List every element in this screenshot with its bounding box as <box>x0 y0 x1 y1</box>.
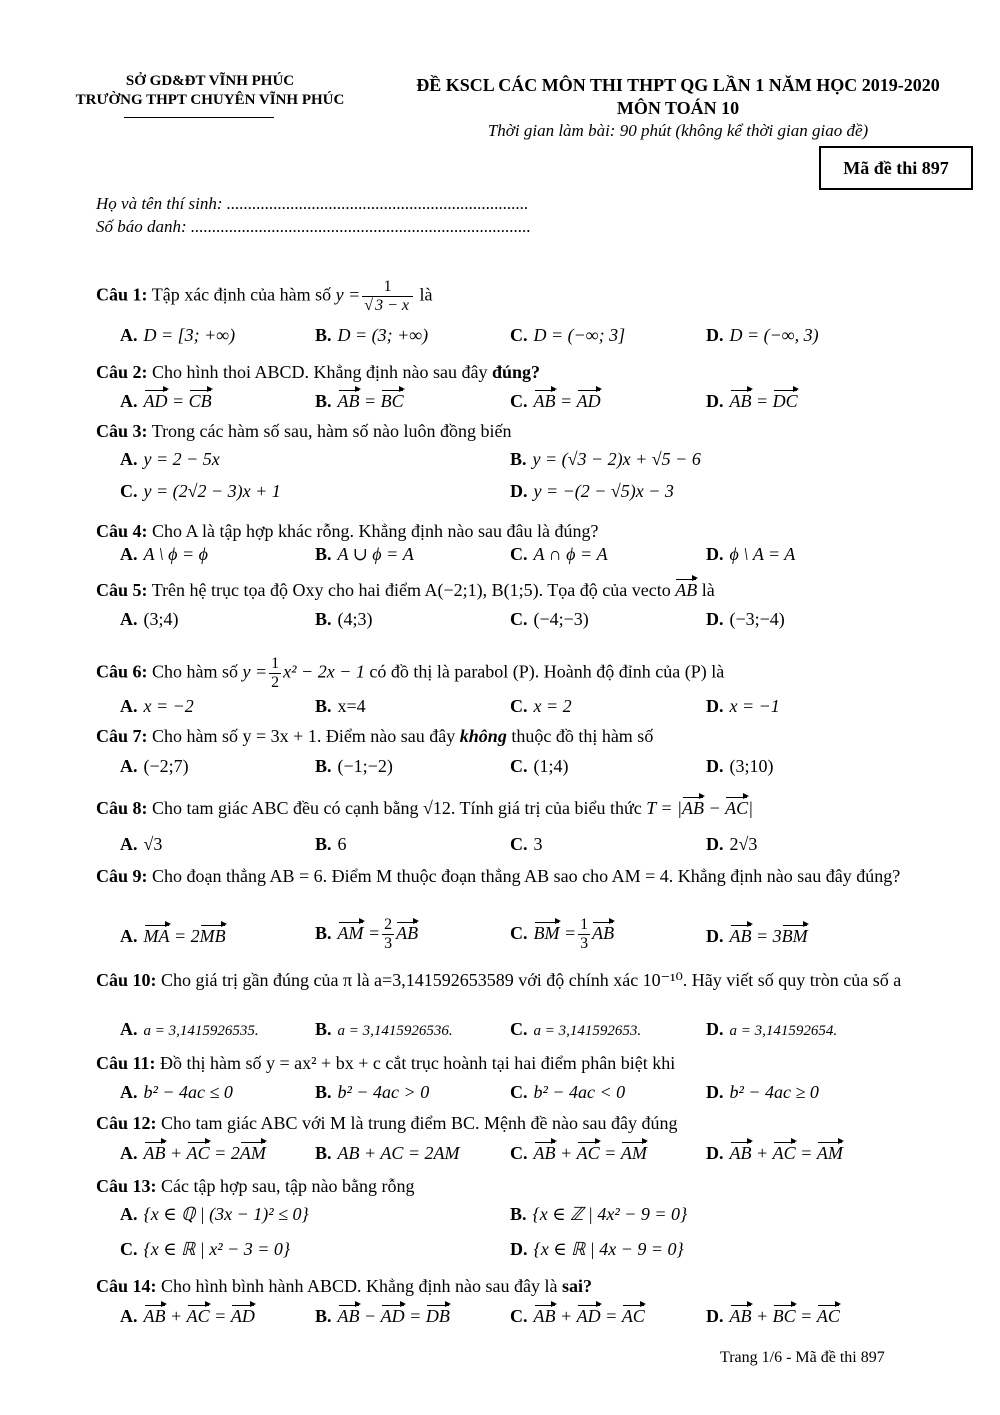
option-10d[interactable]: D. a = 3,141592654. <box>706 1019 838 1039</box>
option-10b[interactable]: B. a = 3,1415926536. <box>315 1019 453 1039</box>
exam-title: ĐỀ KSCL CÁC MÔN THI THPT QG LẦN 1 NĂM HỌC 2019-2020 <box>416 75 940 95</box>
option-13b[interactable]: B. {x ∈ ℤ | 4x² − 9 = 0} <box>510 1204 688 1224</box>
page-footer: Trang 1/6 - Mã đề thi 897 <box>720 1349 885 1366</box>
student-id-field: Số báo danh: ................................................................................ <box>96 217 531 236</box>
option-10a[interactable]: A. a = 3,1415926535. <box>120 1019 259 1039</box>
option-3b[interactable]: B. y = (√3 − 2)x + √5 − 6 <box>510 449 701 469</box>
option-12a[interactable]: A. AB + AC = 2AM <box>120 1143 266 1163</box>
option-14a[interactable]: A. AB + AC = AD <box>120 1306 255 1326</box>
option-5b[interactable]: B. (4;3) <box>315 609 373 629</box>
option-2d[interactable]: D. AB = DC <box>706 391 798 411</box>
option-11b[interactable]: B. b² − 4ac > 0 <box>315 1082 430 1102</box>
question-12: Câu 12: Cho tam giác ABC với M là trung điểm BC. Mệnh đề nào sau đây đúng <box>96 1113 678 1133</box>
header-divider <box>124 117 274 118</box>
question-11: Câu 11: Đồ thị hàm số y = ax² + bx + c cắt trục hoành tại hai điểm phân biệt khi <box>96 1053 676 1073</box>
option-11a[interactable]: A. b² − 4ac ≤ 0 <box>120 1082 233 1102</box>
question-13: Câu 13: Các tập hợp sau, tập nào bằng rỗng <box>96 1176 415 1196</box>
fraction: $\frac{2}{3}$ <box>384 916 393 952</box>
question-14: Câu 14: Cho hình bình hành ABCD. Khẳng định nào sau đây là sai? <box>96 1276 592 1296</box>
option-1d[interactable]: D. D = (−∞, 3) <box>706 325 819 345</box>
fraction: $\frac{1}{3}$ <box>580 916 589 952</box>
option-7b[interactable]: B. (−1;−2) <box>315 756 393 776</box>
question-8: Câu 8: Cho tam giác ABC đều có cạnh bằng √12. Tính giá trị của biểu thức T = |AB − AC| <box>96 798 754 818</box>
option-4b[interactable]: B. A ∪ ϕ = A <box>315 544 414 564</box>
option-7c[interactable]: C. (1;4) <box>510 756 569 776</box>
student-name-field: Họ và tên thí sinh: ....................................................................... <box>96 194 529 213</box>
question-3: Câu 3: Trong các hàm số sau, hàm số nào luôn đồng biến <box>96 421 512 441</box>
department-name: SỞ GD&ĐT VĨNH PHÚC <box>125 73 295 89</box>
option-4a[interactable]: A. A \ ϕ = ϕ <box>120 544 208 564</box>
option-4c[interactable]: C. A ∩ ϕ = A <box>510 544 608 564</box>
option-13c[interactable]: C. {x ∈ ℝ | x² − 3 = 0} <box>120 1239 291 1259</box>
option-11d[interactable]: D. b² − 4ac ≥ 0 <box>706 1082 819 1102</box>
option-13d[interactable]: D. {x ∈ ℝ | 4x − 9 = 0} <box>510 1239 684 1259</box>
option-1a[interactable]: A. D = [3; +∞) <box>120 325 236 345</box>
fraction: $\frac{1}{2}$ <box>271 655 280 691</box>
question-10: Câu 10: Cho giá trị gần đúng của π là a=3,141592653589 với độ chính xác 10⁻¹⁰. Hãy viết số quy tròn của số a <box>96 970 902 990</box>
option-1c[interactable]: C. D = (−∞; 3] <box>510 325 626 345</box>
option-6c[interactable]: C. x = 2 <box>510 696 572 716</box>
question-9: Câu 9: Cho đoạn thẳng AB = 6. Điểm M thuộc đoạn thẳng AB sao cho AM = 4. Khẳng định nào sau đây đúng? <box>96 866 901 886</box>
option-9b[interactable]: B. AM = $\frac{2}{3}$ AB <box>315 916 419 952</box>
school-name: TRƯỜNG THPT CHUYÊN VĨNH PHÚC <box>75 92 345 108</box>
option-6b[interactable]: B. x=4 <box>315 696 366 716</box>
option-7d[interactable]: D. (3;10) <box>706 756 774 776</box>
option-6a[interactable]: A. x = −2 <box>120 696 194 716</box>
option-12d[interactable]: D. AB + AC = AM <box>706 1143 843 1163</box>
option-13a[interactable]: A. {x ∈ ℚ | (3x − 1)² ≤ 0} <box>120 1204 309 1224</box>
option-3c[interactable]: C. y = (2√2 − 3)x + 1 <box>120 481 281 501</box>
question-7: Câu 7: Cho hàm số y = 3x + 1. Điểm nào sau đây không thuộc đồ thị hàm số <box>96 726 654 746</box>
option-3a[interactable]: A. y = 2 − 5x <box>120 449 220 469</box>
question-2: Câu 2: Cho hình thoi ABCD. Khẳng định nào sau đây đúng? <box>96 362 541 382</box>
option-2c[interactable]: C. AB = AD <box>510 391 601 411</box>
option-3d[interactable]: D. y = −(2 − √5)x − 3 <box>510 481 674 501</box>
exam-time: Thời gian làm bài: 90 phút (không kể thời gian giao đề) <box>487 121 869 140</box>
option-6d[interactable]: D. x = −1 <box>706 696 780 716</box>
option-8c[interactable]: C. 3 <box>510 834 543 854</box>
option-2a[interactable]: A. AD = CB <box>120 391 212 411</box>
option-12c[interactable]: C. AB + AC = AM <box>510 1143 647 1163</box>
option-8a[interactable]: A. √3 <box>120 834 163 854</box>
option-14c[interactable]: C. AB + AD = AC <box>510 1306 645 1326</box>
option-9d[interactable]: D. AB = 3BM <box>706 926 808 946</box>
option-5c[interactable]: C. (−4;−3) <box>510 609 589 629</box>
option-7a[interactable]: A. (−2;7) <box>120 756 189 776</box>
option-4d[interactable]: D. ϕ \ A = A <box>706 544 796 564</box>
fraction: $\frac{1}{√ 3 - x}$ <box>362 278 413 315</box>
option-14b[interactable]: B. AB − AD = DB <box>315 1306 450 1326</box>
option-8d[interactable]: D. 2√3 <box>706 834 758 854</box>
option-9a[interactable]: A. MA = 2MB <box>120 926 226 946</box>
option-10c[interactable]: C. a = 3,141592653. <box>510 1019 642 1039</box>
option-2b[interactable]: B. AB = BC <box>315 391 404 411</box>
option-5d[interactable]: D. (−3;−4) <box>706 609 785 629</box>
option-8b[interactable]: B. 6 <box>315 834 347 854</box>
option-5a[interactable]: A. (3;4) <box>120 609 179 629</box>
question-4: Câu 4: Cho A là tập hợp khác rỗng. Khẳng định nào sau đâu là đúng? <box>96 521 599 541</box>
option-9c[interactable]: C. BM = $\frac{1}{3}$ AB <box>510 916 615 952</box>
option-12b[interactable]: B. AB + AC = 2AM <box>315 1143 460 1163</box>
option-11c[interactable]: C. b² − 4ac < 0 <box>510 1082 626 1102</box>
exam-subject: MÔN TOÁN 10 <box>616 98 740 118</box>
option-14d[interactable]: D. AB + BC = AC <box>706 1306 840 1326</box>
question-1: Câu 1: Tập xác định của hàm số y = $\frac{1}{√ 3 - x}$ là <box>96 278 433 314</box>
question-5: Câu 5: Trên hệ trục tọa độ Oxy cho hai điểm A(−2;1), B(1;5). Tọa độ của vecto AB là <box>96 580 715 600</box>
option-1b[interactable]: B. D = (3; +∞) <box>315 325 429 345</box>
exam-code-box: Mã đề thi 897 <box>819 146 973 190</box>
question-6: Câu 6: Cho hàm số y = $\frac{1}{2}$ x² − 2x − 1 có đồ thị là parabol (P). Hoành độ đỉnh của (P) là <box>96 655 725 691</box>
